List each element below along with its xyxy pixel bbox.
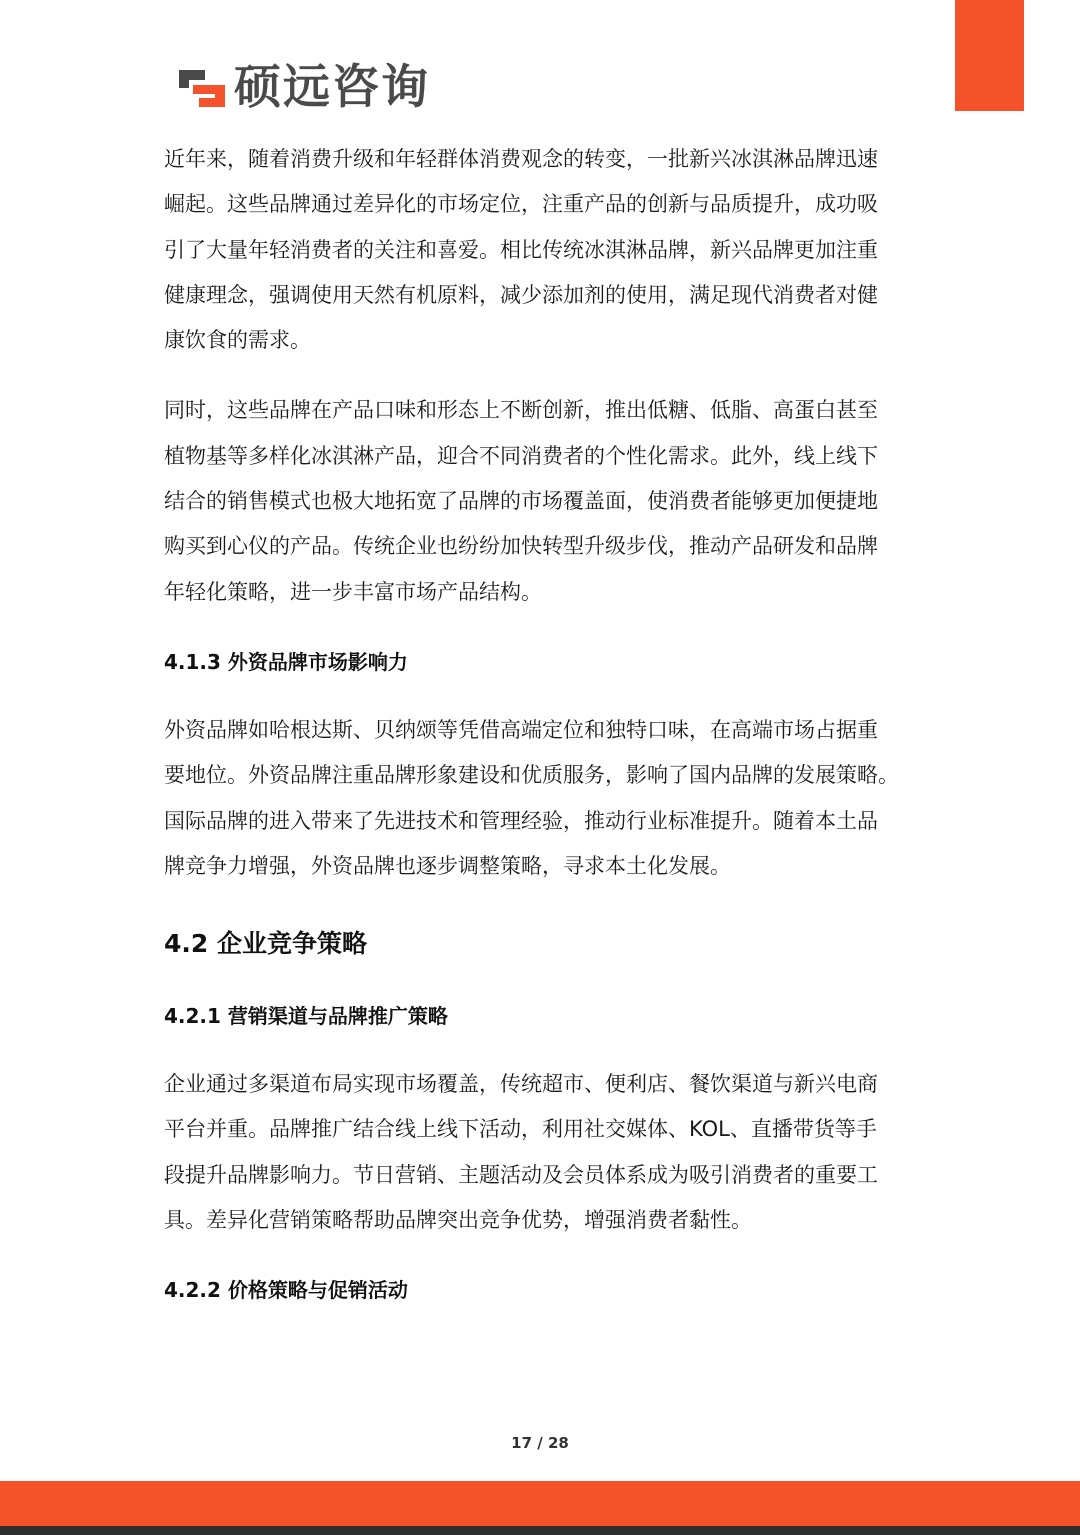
heading-4-2: 4.2 企业竞争策略 bbox=[164, 929, 367, 959]
text-line: 健康理念，强调使用天然有机原料，减少添加剂的使用，满足现代消费者对健 bbox=[164, 282, 878, 307]
footer-dark-line bbox=[0, 1526, 1080, 1535]
text-line: 同时，这些品牌在产品口味和形态上不断创新，推出低糖、低脂、高蛋白甚至 bbox=[164, 398, 878, 423]
text-line: 年轻化策略，进一步丰富市场产品结构。 bbox=[164, 579, 542, 604]
text-line: 购买到心仪的产品。传统企业也纷纷加快转型升级步伐，推动产品研发和品牌 bbox=[164, 534, 878, 559]
text-line: 植物基等多样化冰淇淋产品，迎合不同消费者的个性化需求。此外，线上线下 bbox=[164, 443, 878, 468]
logo-mark-icon bbox=[176, 65, 228, 111]
footer-accent-bar bbox=[0, 1481, 1080, 1526]
corner-accent-tab bbox=[955, 0, 1024, 111]
text-line: 牌竞争力增强，外资品牌也逐步调整策略，寻求本土化发展。 bbox=[164, 853, 731, 878]
paragraph-emerging-brands bbox=[164, 137, 916, 363]
text-line: 近年来，随着消费升级和年轻群体消费观念的转变，一批新兴冰淇淋品牌迅速 bbox=[164, 147, 878, 171]
text-line: 外资品牌如哈根达斯、贝纳颂等凭借高端定位和独特口味，在高端市场占据重 bbox=[164, 717, 878, 742]
text-line: 引了大量年轻消费者的关注和喜爱。相比传统冰淇淋品牌，新兴品牌更加注重 bbox=[164, 237, 878, 262]
document-body bbox=[164, 137, 916, 1336]
text-line: 国际品牌的进入带来了先进技术和管理经验，推动行业标准提升。随着本土品 bbox=[164, 808, 878, 833]
heading-4-2-2: 4.2.2 价格策略与促销活动 bbox=[164, 1278, 408, 1303]
text-line: 具。差异化营销策略帮助品牌突出竞争优势，增强消费者黏性。 bbox=[164, 1208, 752, 1233]
logo-text: 硕远咨询 bbox=[234, 60, 430, 115]
text-line: 结合的销售模式也极大地拓宽了品牌的市场覆盖面，使消费者能够更加便捷地 bbox=[164, 489, 878, 514]
heading-4-1-3: 4.1.3 外资品牌市场影响力 bbox=[164, 649, 408, 674]
text-line: 崛起。这些品牌通过差异化的市场定位，注重产品的创新与品质提升，成功吸 bbox=[164, 192, 878, 217]
paragraph-marketing-channels bbox=[164, 1062, 916, 1243]
text-line: 企业通过多渠道布局实现市场覆盖，传统超市、便利店、餐饮渠道与新兴电商 bbox=[164, 1072, 878, 1097]
text-line: 康饮食的需求。 bbox=[164, 328, 311, 353]
text-line: 要地位。外资品牌注重品牌形象建设和优质服务，影响了国内品牌的发展策略。 bbox=[164, 763, 899, 788]
text-line: 段提升品牌影响力。节日营销、主题活动及会员体系成为吸引消费者的重要工 bbox=[164, 1162, 878, 1187]
heading-4-2-1: 4.2.1 营销渠道与品牌推广策略 bbox=[164, 1004, 448, 1029]
page-number: 17 / 28 bbox=[511, 1434, 569, 1452]
brand-logo bbox=[176, 60, 430, 115]
paragraph-product-innovation bbox=[164, 388, 916, 614]
paragraph-foreign-brands bbox=[164, 708, 916, 889]
text-line: 平台并重。品牌推广结合线上线下活动，利用社交媒体、KOL、直播带货等手 bbox=[164, 1117, 877, 1142]
